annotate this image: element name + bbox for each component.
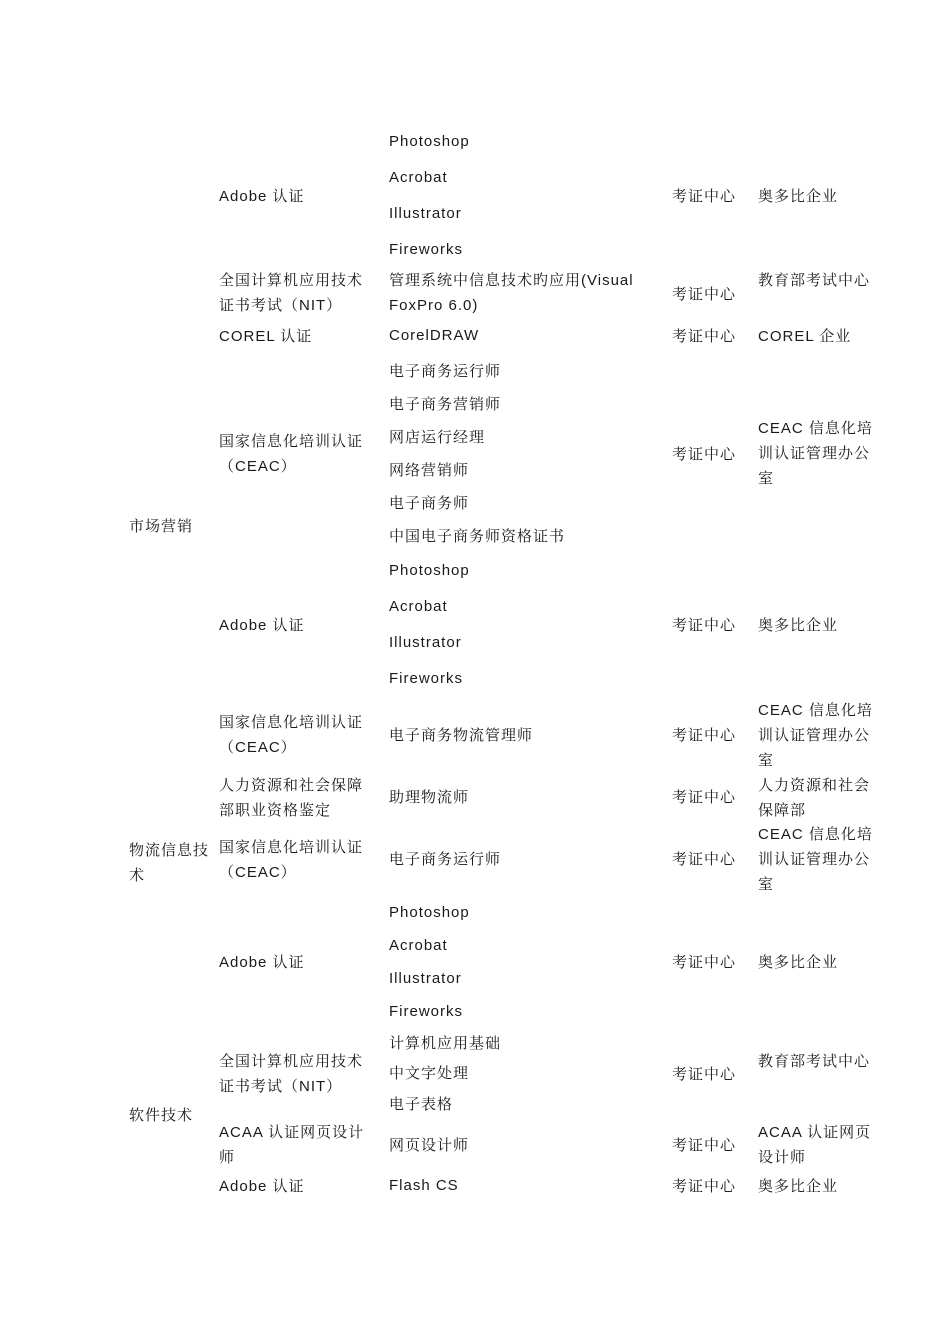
issuing-body: 奥多比企业	[758, 954, 839, 971]
exam-location: 考证中心	[672, 617, 737, 634]
exam-item: 电子商务物流管理师	[389, 727, 534, 744]
exam-item: Illustrator	[389, 205, 462, 222]
cert-name: COREL 认证	[219, 328, 313, 345]
cert-name: 国家信息化培训认证（CEAC）	[219, 839, 364, 881]
exam-item: 电子商务师	[389, 495, 470, 512]
exam-location: 考证中心	[672, 727, 737, 744]
exam-item: 网络营销师	[389, 462, 470, 479]
major-name: 物流信息技术	[129, 842, 210, 884]
exam-location: 考证中心	[672, 1137, 737, 1154]
issuing-body: ACAA 认证网页设计师	[758, 1124, 872, 1166]
exam-item: Photoshop	[389, 133, 470, 150]
issuing-body: 教育部考试中心	[758, 1053, 871, 1070]
exam-location: 考证中心	[672, 851, 737, 868]
exam-location: 考证中心	[672, 1178, 737, 1195]
issuing-body: CEAC 信息化培训认证管理办公室	[758, 702, 873, 769]
exam-item: 网页设计师	[389, 1137, 470, 1154]
cert-name: 人力资源和社会保障部职业资格鉴定	[219, 777, 364, 819]
issuing-body: 奥多比企业	[758, 617, 839, 634]
exam-location: 考证中心	[672, 328, 737, 345]
exam-location: 考证中心	[672, 188, 737, 205]
major-name: 软件技术	[129, 1107, 194, 1124]
exam-item: Illustrator	[389, 970, 462, 987]
exam-item: 管理系统中信息技术旳应用(Visual FoxPro 6.0)	[389, 272, 634, 314]
exam-item: 中文字处理	[389, 1065, 470, 1082]
exam-item: 网店运行经理	[389, 429, 486, 446]
issuing-body: CEAC 信息化培训认证管理办公室	[758, 826, 873, 893]
issuing-body: 奥多比企业	[758, 188, 839, 205]
exam-location: 考证中心	[672, 286, 737, 303]
exam-item: CorelDRAW	[389, 327, 480, 344]
exam-item: 计算机应用基础	[389, 1035, 502, 1052]
cert-name: Adobe 认证	[219, 1178, 305, 1195]
exam-item: Fireworks	[389, 241, 464, 258]
exam-item: Flash CS	[389, 1177, 459, 1194]
exam-location: 考证中心	[672, 1066, 737, 1083]
cert-name: 国家信息化培训认证（CEAC）	[219, 433, 364, 475]
exam-item: Photoshop	[389, 904, 470, 921]
exam-location: 考证中心	[672, 789, 737, 806]
cert-name: 全国计算机应用技术证书考试（NIT）	[219, 272, 364, 314]
exam-item: Acrobat	[389, 598, 448, 615]
exam-item: 电子商务运行师	[389, 363, 502, 380]
cert-name: ACAA 认证网页设计师	[219, 1124, 365, 1166]
issuing-body: 教育部考试中心	[758, 272, 871, 289]
exam-item: 中国电子商务师资格证书	[389, 528, 566, 545]
exam-item: 电子商务营销师	[389, 396, 502, 413]
cert-name: Adobe 认证	[219, 617, 305, 634]
exam-item: Acrobat	[389, 937, 448, 954]
cert-name: Adobe 认证	[219, 188, 305, 205]
issuing-body: COREL 企业	[758, 328, 852, 345]
cert-name: Adobe 认证	[219, 954, 305, 971]
cert-name: 国家信息化培训认证（CEAC）	[219, 714, 364, 756]
exam-item: Fireworks	[389, 670, 464, 687]
major-name: 市场营销	[129, 518, 194, 535]
exam-item: 助理物流师	[389, 789, 470, 806]
issuing-body: 人力资源和社会保障部	[758, 777, 871, 819]
exam-item: 电子表格	[389, 1096, 454, 1113]
exam-item: Illustrator	[389, 634, 462, 651]
exam-item: Photoshop	[389, 562, 470, 579]
issuing-body: 奥多比企业	[758, 1178, 839, 1195]
issuing-body: CEAC 信息化培训认证管理办公室	[758, 420, 873, 487]
exam-item: 电子商务运行师	[389, 851, 502, 868]
exam-location: 考证中心	[672, 446, 737, 463]
exam-item: Acrobat	[389, 169, 448, 186]
cert-name: 全国计算机应用技术证书考试（NIT）	[219, 1053, 364, 1095]
exam-item: Fireworks	[389, 1003, 464, 1020]
exam-location: 考证中心	[672, 954, 737, 971]
